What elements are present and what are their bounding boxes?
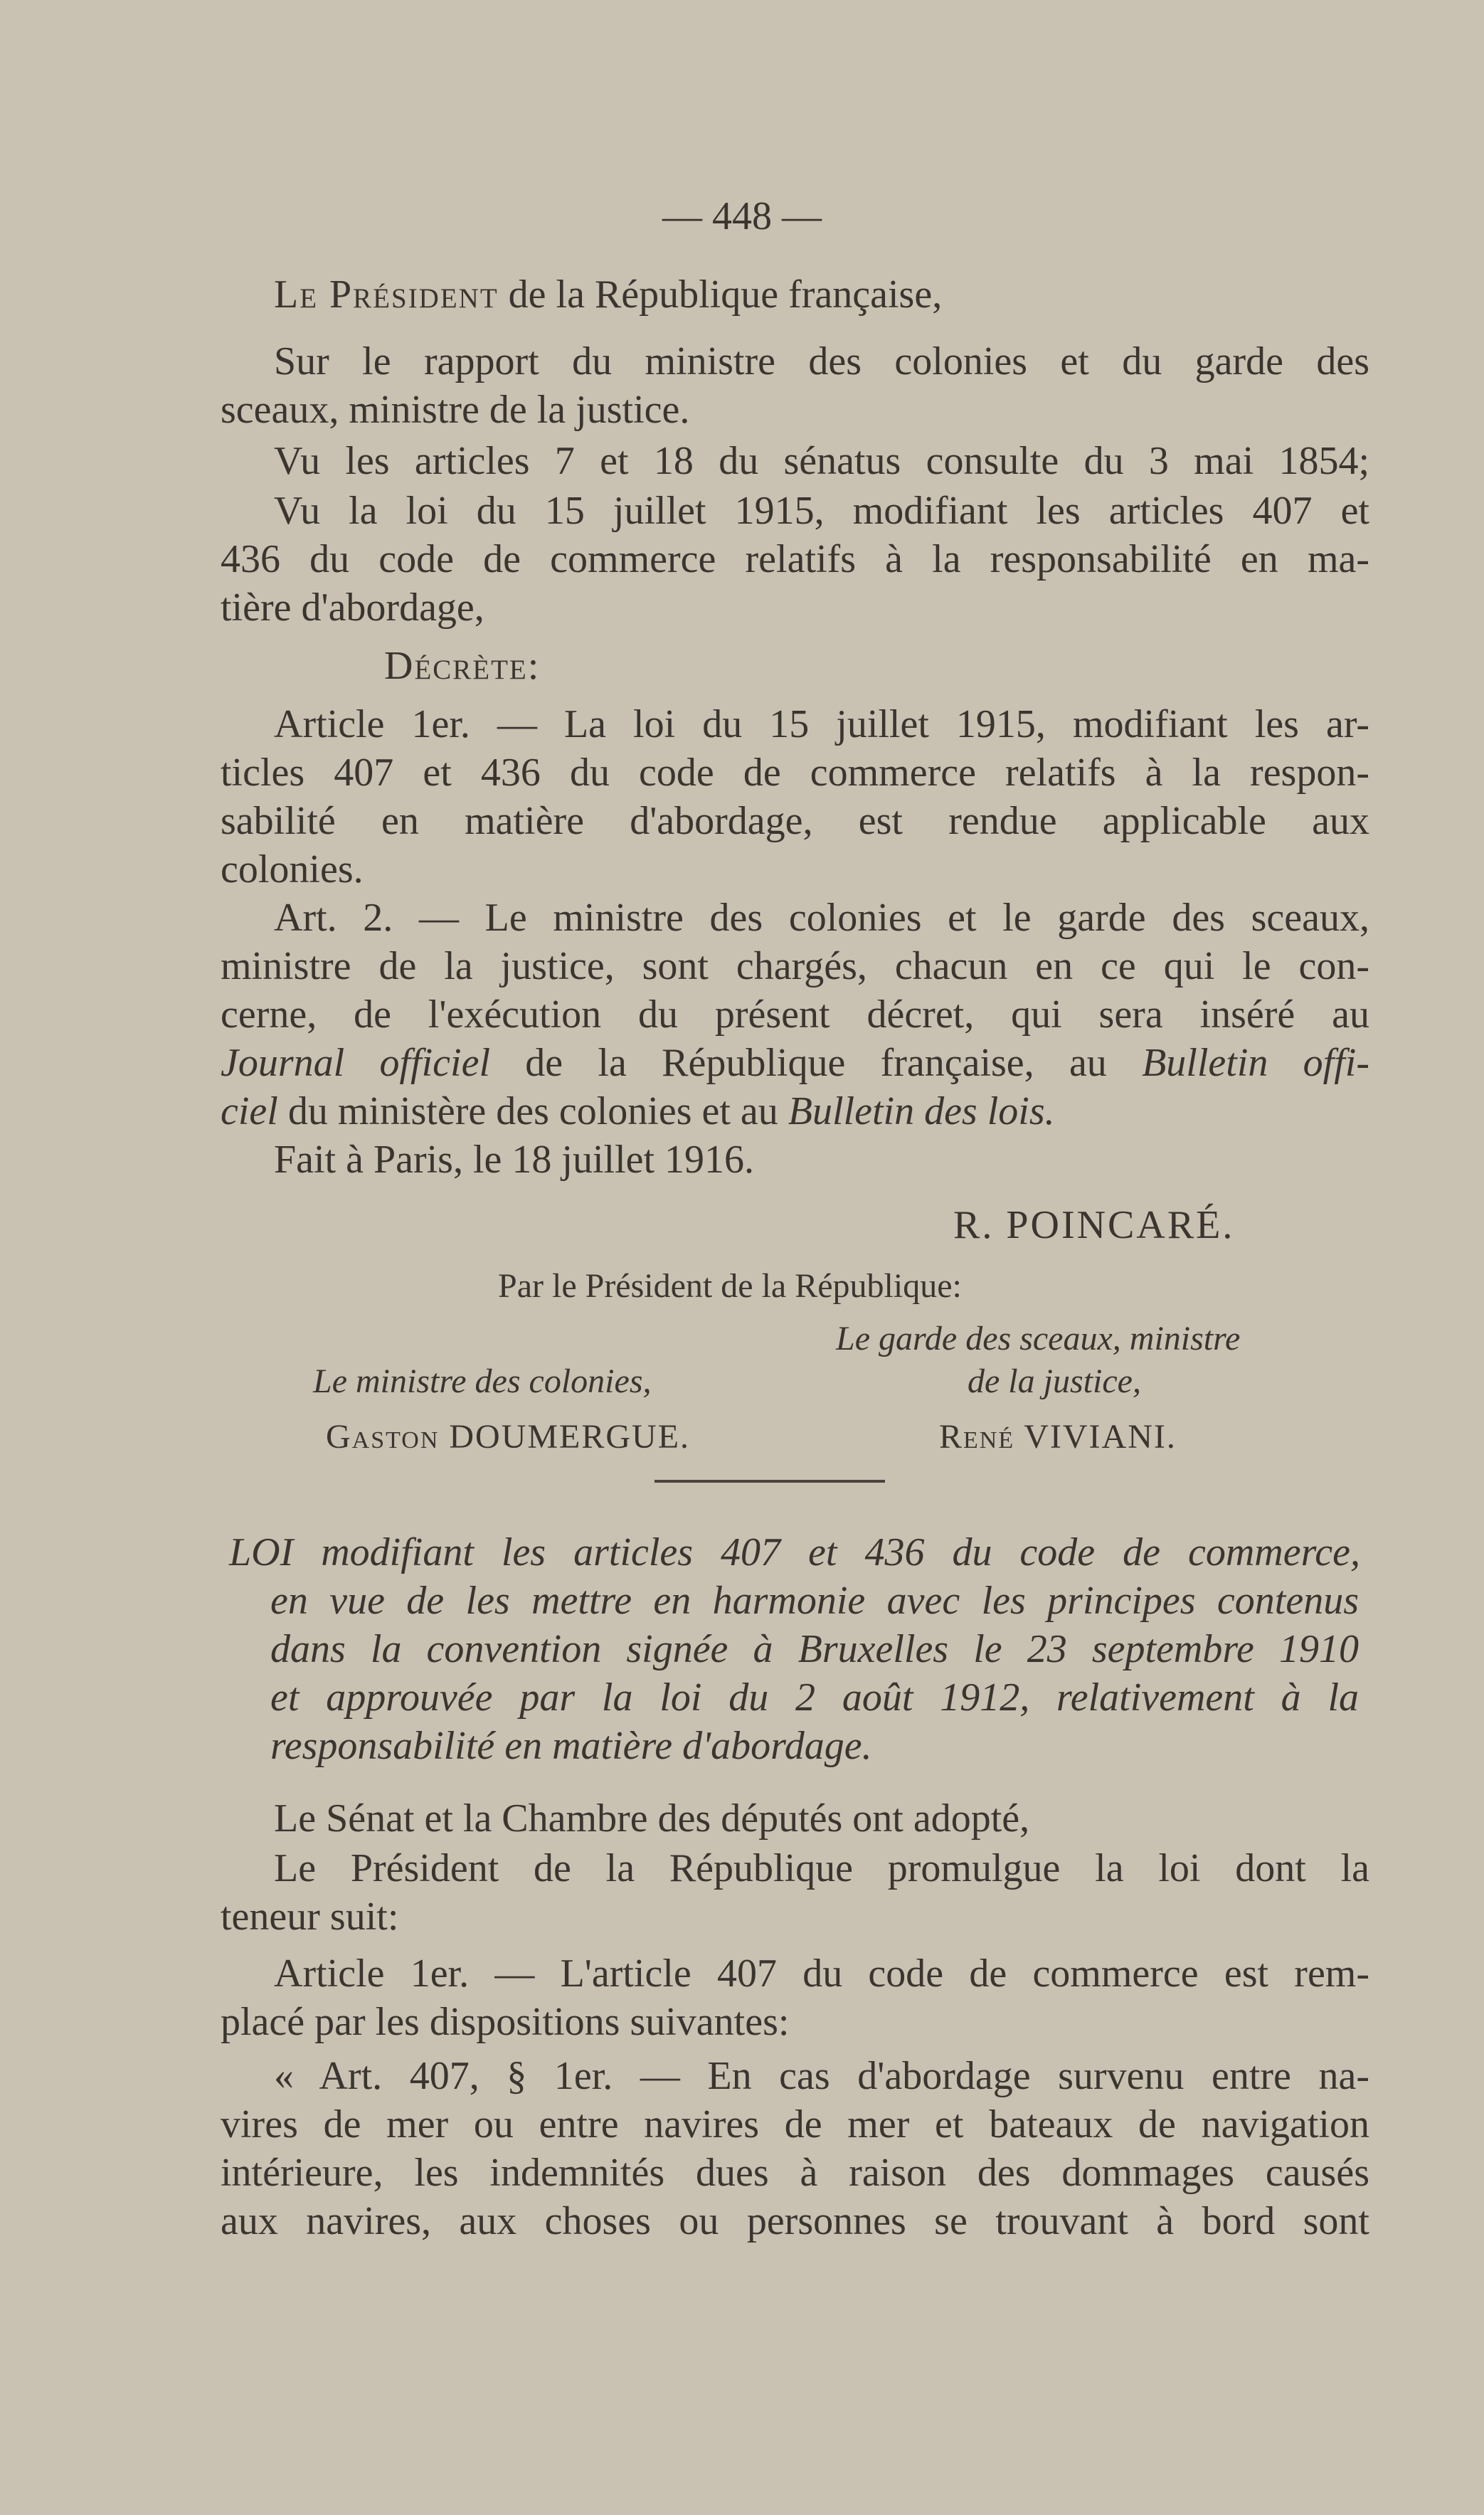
article-2-line: [221, 1037, 1369, 1089]
page-number: — 448 —: [662, 194, 822, 238]
law-body-line: vires de mer ou entre navires de mer et bateaux de navigation: [221, 2102, 1369, 2146]
article-1-line: ticles 407 et 436 du code de commerce relatifs à la respon-: [221, 751, 1369, 795]
journal-officiel-ref: Journal officiel: [221, 1041, 490, 1085]
law-body-line: intérieure, les indemnités dues à raison des dommages causés: [221, 2151, 1369, 2195]
minister-colonies-title: Le ministre des colonies,: [313, 1362, 652, 1400]
by-president: Par le Président de la République:: [498, 1267, 962, 1305]
bulletin-officiel-ref-cont: ciel: [221, 1089, 278, 1133]
decree-decrete-heading: Décrète:: [384, 644, 541, 688]
decree-paragraph: Vu les articles 7 et 18 du sénatus consulte du 3 mai 1854;: [274, 439, 1369, 483]
article-2-line: [221, 1086, 1359, 1137]
decree-paragraph: Sur le rapport du ministre des colonies et du garde des: [274, 339, 1369, 383]
minister-justice-name: René VIVIANI.: [939, 1418, 1177, 1456]
law-body-line: Le Président de la République promulgue la loi dont la: [274, 1846, 1369, 1890]
bulletin-officiel-ref: Bulletin offi-: [1142, 1041, 1369, 1085]
law-body-line: Article 1er. — L'article 407 du code de commerce est rem-: [274, 1952, 1369, 1996]
law-title-line: dans la convention signée à Bruxelles le 23 septembre 1910: [270, 1627, 1359, 1671]
article-1-line: sabilité en matière d'abordage, est rendue applicable aux: [221, 799, 1369, 843]
decree-opening-head: Le Président: [274, 272, 499, 317]
minister-justice-title: Le garde des sceaux, ministre: [836, 1320, 1241, 1357]
bulletin-des-lois-ref: Bulletin des lois.: [788, 1089, 1055, 1133]
article-1-line: Article 1er. — La loi du 15 juillet 1915, modifiant les ar-: [274, 702, 1369, 746]
law-body-line: Le Sénat et la Chambre des députés ont adopté,: [274, 1796, 1030, 1841]
law-body-line: « Art. 407, § 1er. — En cas d'abordage survenu entre na-: [274, 2054, 1369, 2098]
law-title-line: en vue de les mettre en harmonie avec les principes contenus: [270, 1579, 1359, 1623]
decree-paragraph: 436 du code de commerce relatifs à la responsabilité en ma-: [221, 537, 1369, 581]
article-2-text: du ministère des colonies et au: [277, 1089, 788, 1133]
done-at: Fait à Paris, le 18 juillet 1916.: [274, 1138, 755, 1182]
law-title-line: responsabilité en matière d'abordage.: [270, 1724, 872, 1768]
decree-opening: [274, 269, 1412, 320]
article-2-line: cerne, de l'exécution du présent décret, qui sera inséré au: [221, 992, 1369, 1037]
article-2-text: de la République française, au: [490, 1041, 1143, 1085]
section-divider: [654, 1480, 885, 1483]
article-1-line: colonies.: [221, 847, 364, 891]
law-title-line: et approuvée par la loi du 2 août 1912, relativement à la: [270, 1675, 1359, 1720]
law-title-line: LOI modifiant les articles 407 et 436 du code de commerce,: [229, 1530, 1360, 1574]
law-body-line: teneur suit:: [221, 1895, 399, 1939]
law-body-line: aux navires, aux choses ou personnes se trouvant à bord sont: [221, 2199, 1369, 2243]
decree-opening-rest: de la République française,: [508, 272, 943, 317]
decree-paragraph: tière d'abordage,: [221, 586, 484, 630]
article-2-line: ministre de la justice, sont chargés, chacun en ce qui le con-: [221, 944, 1369, 988]
signature-president: R. POINCARÉ.: [953, 1203, 1235, 1247]
minister-justice-title: de la justice,: [968, 1362, 1141, 1400]
decree-paragraph: Vu la loi du 15 juillet 1915, modifiant les articles 407 et: [274, 489, 1369, 533]
decree-paragraph: sceaux, ministre de la justice.: [221, 388, 690, 432]
minister-colonies-name: Gaston DOUMERGUE.: [326, 1418, 691, 1456]
law-body-line: placé par les dispositions suivantes:: [221, 2000, 790, 2044]
article-2-line: Art. 2. — Le ministre des colonies et le garde des sceaux,: [274, 896, 1369, 940]
